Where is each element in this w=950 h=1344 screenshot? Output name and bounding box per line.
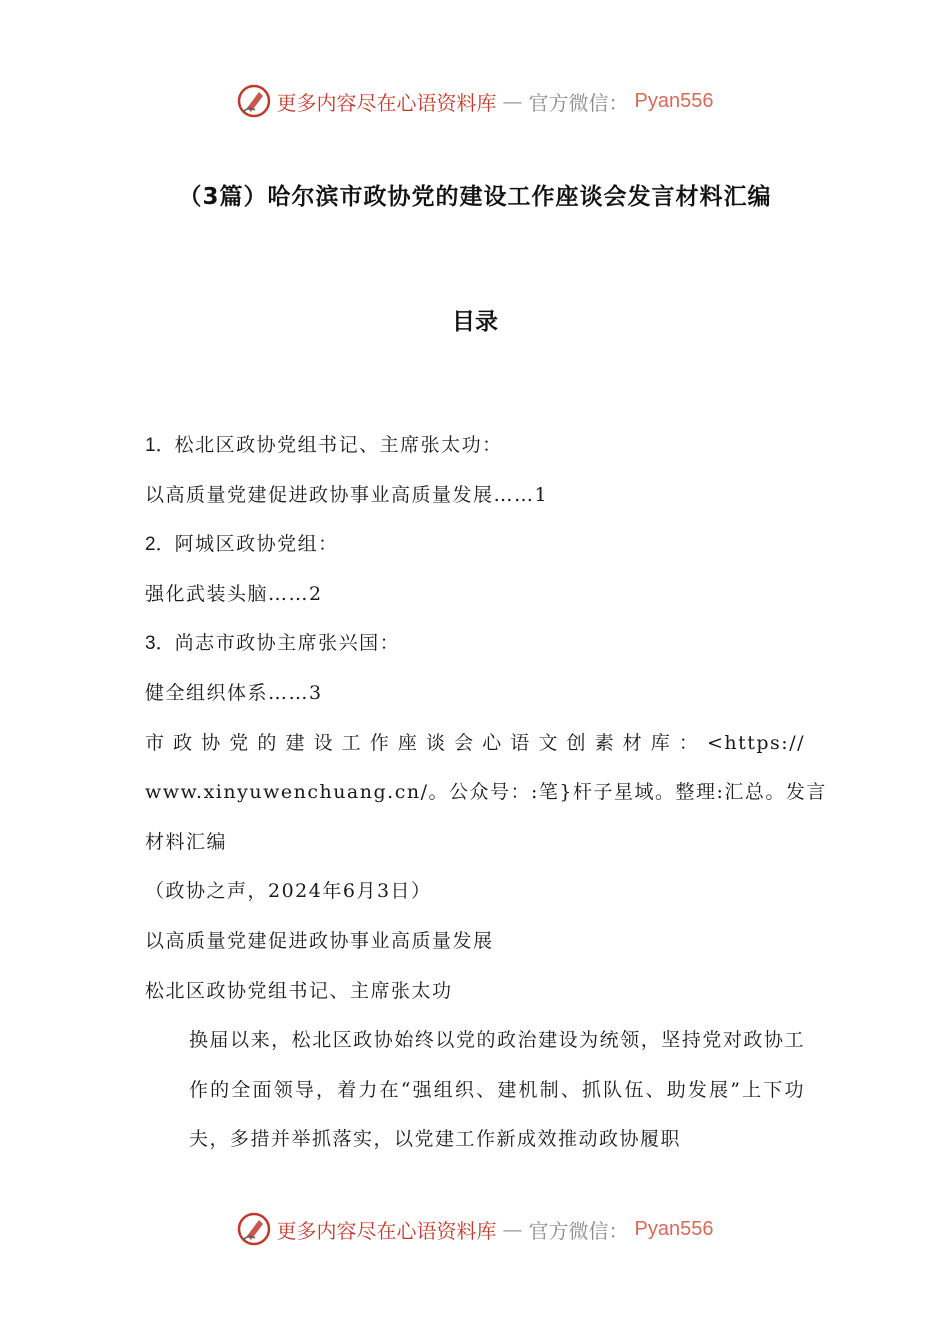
document-title: （3篇）哈尔滨市政协党的建设工作座谈会发言材料汇编	[178, 184, 772, 210]
toc-entry-2-speaker: 2．阿城区政协党组：	[145, 533, 339, 556]
watermark-dash: —	[502, 1217, 523, 1241]
source-line-2: www.xinyuwenchuang.cn/。公众号：:笔}杆子星域。整理:汇总。发言	[145, 781, 827, 804]
watermark-wechat-label: 官方微信：	[528, 1218, 629, 1243]
toc-entry-2-topic: 强化武装头脑……2	[145, 582, 323, 605]
watermark-wechat-label: 官方微信：	[528, 90, 629, 115]
toc-heading: 目录	[452, 309, 498, 335]
watermark-banner-bottom	[0, 1212, 950, 1246]
source-line-1: 市政协党的建设工作座谈会心语文创素材库：<https://	[145, 731, 805, 754]
pen-nib-logo-icon	[237, 1212, 271, 1246]
watermark-banner-top	[0, 84, 950, 118]
source-line-3: 材料汇编	[145, 830, 228, 853]
watermark-wechat-id: Pyan556	[634, 89, 714, 112]
toc-entry-1-speaker: 1．松北区政协党组书记、主席张太功：	[145, 434, 503, 456]
body-paragraph: 换届以来，松北区政协始终以党的政治建设为统领，坚持党对政协工作的全面领导，着力在“强组织、建机制、抓队伍、助发展”上下功夫，多措并举抓落实，以党建工作新成效推动政协履职	[189, 1029, 805, 1151]
dateline: （政协之声，2024年6月3日）	[145, 880, 432, 903]
toc-entry-3-speaker: 3．尚志市政协主席张兴国：	[145, 632, 401, 655]
toc-entry-3-topic: 健全组织体系……3	[145, 681, 323, 704]
watermark-wechat-id: Pyan556	[634, 1217, 714, 1240]
toc-entry-1-topic: 以高质量党建促进政协事业高质量发展……1	[145, 483, 549, 506]
watermark-site-text: 更多内容尽在心语资料库	[276, 1218, 497, 1243]
document-body	[145, 421, 827, 1165]
watermark-site-text: 更多内容尽在心语资料库	[276, 90, 497, 115]
watermark-dash: —	[502, 89, 523, 113]
article-title: 以高质量党建促进政协事业高质量发展	[145, 929, 494, 952]
pen-nib-logo-icon	[237, 84, 271, 118]
article-author: 松北区政协党组书记、主席张太功	[145, 979, 453, 1002]
